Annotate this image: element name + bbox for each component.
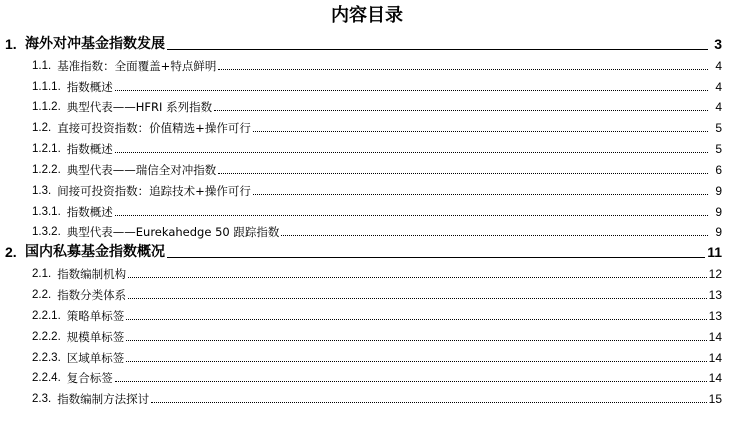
toc-entry-text: 指数概述 bbox=[66, 204, 113, 219]
toc-entry-number: 1.2. bbox=[32, 122, 52, 135]
toc-entry-2-3[interactable] bbox=[0, 386, 734, 407]
toc-leader bbox=[218, 173, 708, 174]
toc-leader bbox=[128, 298, 706, 299]
toc-entry-page: 5 bbox=[715, 121, 722, 136]
toc-entry-text: 规模单标签 bbox=[66, 329, 125, 344]
toc-entry-1-2-2[interactable] bbox=[0, 157, 734, 178]
toc-entry-number: 2.2. bbox=[32, 288, 52, 301]
toc-entry-1-2[interactable] bbox=[0, 115, 734, 136]
toc-entry-text: 典型代表——HFRI 系列指数 bbox=[66, 100, 213, 115]
toc-entry-page: 11 bbox=[707, 244, 722, 261]
toc-entry-page: 14 bbox=[708, 329, 722, 344]
toc-entry-page: 13 bbox=[708, 308, 722, 323]
toc-leader bbox=[253, 194, 708, 195]
toc-entry-text: 指数编制机构 bbox=[57, 267, 127, 282]
toc-entry-1-1[interactable] bbox=[0, 53, 734, 74]
toc-entry-page: 12 bbox=[708, 267, 722, 282]
toc-leader bbox=[115, 90, 708, 91]
toc-entry-2-2[interactable] bbox=[0, 282, 734, 303]
toc-entry-2-2-3[interactable] bbox=[0, 345, 734, 366]
toc-entry-2-2-1[interactable] bbox=[0, 303, 734, 324]
toc-entry-text: 指数概述 bbox=[66, 79, 113, 94]
toc-entry-number: 2.1. bbox=[32, 268, 52, 281]
toc-entry-page: 4 bbox=[715, 100, 722, 115]
toc-entry-text: 指数概述 bbox=[66, 142, 113, 157]
toc-leader bbox=[126, 340, 706, 341]
toc-entry-page: 9 bbox=[715, 204, 722, 219]
toc-entry-text: 典型代表——瑞信全对冲指数 bbox=[66, 162, 217, 177]
toc-entry-number: 1.3.1. bbox=[32, 205, 61, 218]
toc-entry-1-3-1[interactable] bbox=[0, 199, 734, 220]
toc-entry-1-2-1[interactable] bbox=[0, 136, 734, 157]
toc-entry-number: 1.1. bbox=[32, 59, 52, 72]
toc-entry-2-2-4[interactable] bbox=[0, 366, 734, 387]
toc-leader bbox=[253, 131, 708, 132]
toc-entry-number: 1.2.2. bbox=[32, 163, 61, 176]
toc-entry-page: 6 bbox=[715, 162, 722, 177]
toc-entry-2[interactable] bbox=[0, 240, 734, 261]
toc-leader bbox=[167, 49, 708, 50]
toc-leader bbox=[281, 235, 708, 236]
toc-entry-number: 1.2.1. bbox=[32, 143, 61, 156]
toc-entry-text: 区域单标签 bbox=[66, 350, 125, 365]
toc-entry-text: 国内私募基金指数概况 bbox=[25, 244, 165, 261]
toc-leader bbox=[218, 69, 708, 70]
toc-entry-page: 9 bbox=[715, 225, 722, 240]
toc-entry-page: 14 bbox=[708, 371, 722, 386]
toc-entry-1-3[interactable] bbox=[0, 178, 734, 199]
toc-entry-page: 4 bbox=[715, 58, 722, 73]
toc-entry-page: 3 bbox=[714, 35, 722, 52]
toc-leader bbox=[126, 319, 706, 320]
toc-entry-number: 1.1.1. bbox=[32, 80, 61, 93]
toc-leader bbox=[151, 402, 706, 403]
toc-entry-1-3-2[interactable] bbox=[0, 220, 734, 241]
toc-entry-text: 指数编制方法探讨 bbox=[57, 392, 150, 407]
toc-leader bbox=[167, 257, 705, 258]
toc-leader bbox=[115, 152, 708, 153]
toc-entry-text: 基准指数：全面覆盖+特点鲜明 bbox=[57, 58, 217, 73]
toc-leader bbox=[214, 110, 708, 111]
toc-entry-page: 5 bbox=[715, 142, 722, 157]
toc-entry-2-2-2[interactable] bbox=[0, 324, 734, 345]
toc-entry-text: 复合标签 bbox=[66, 371, 113, 386]
toc-entry-text: 海外对冲基金指数发展 bbox=[25, 35, 165, 52]
toc-entry-number: 2.3. bbox=[32, 393, 52, 406]
toc-leader bbox=[128, 277, 706, 278]
toc-entry-number: 1.1.2. bbox=[32, 101, 61, 114]
toc-entry-number: 2.2.2. bbox=[32, 330, 61, 343]
toc-entry-page: 14 bbox=[708, 350, 722, 365]
toc-entry-number: 2.2.1. bbox=[32, 309, 61, 322]
toc-entry-number: 1.3.2. bbox=[32, 226, 61, 239]
toc-list bbox=[0, 32, 734, 407]
toc-entry-number: 1. bbox=[5, 35, 17, 52]
toc-leader bbox=[115, 381, 707, 382]
toc-entry-text: 间接可投资指数：追踪技术+操作可行 bbox=[57, 183, 251, 198]
toc-entry-1-1-2[interactable] bbox=[0, 95, 734, 116]
toc-entry-text: 直接可投资指数：价值精选+操作可行 bbox=[57, 121, 251, 136]
toc-entry-page: 15 bbox=[708, 392, 722, 407]
toc-entry-number: 2.2.4. bbox=[32, 372, 61, 385]
toc-entry-text: 策略单标签 bbox=[66, 308, 125, 323]
toc-entry-1-1-1[interactable] bbox=[0, 74, 734, 95]
toc-entry-number: 2. bbox=[5, 244, 17, 261]
toc-title: 内容目录 bbox=[331, 5, 403, 26]
toc-entry-page: 13 bbox=[708, 287, 722, 302]
toc-leader bbox=[115, 215, 708, 216]
toc-entry-1[interactable] bbox=[0, 32, 734, 53]
toc-entry-page: 9 bbox=[715, 183, 722, 198]
toc-entry-number: 1.3. bbox=[32, 184, 52, 197]
toc-entry-number: 2.2.3. bbox=[32, 351, 61, 364]
toc-entry-2-1[interactable] bbox=[0, 261, 734, 282]
toc-entry-text: 典型代表——Eurekahedge 50 跟踪指数 bbox=[66, 225, 280, 240]
toc-entry-page: 4 bbox=[715, 79, 722, 94]
toc-entry-text: 指数分类体系 bbox=[57, 287, 127, 302]
toc-leader bbox=[126, 361, 706, 362]
